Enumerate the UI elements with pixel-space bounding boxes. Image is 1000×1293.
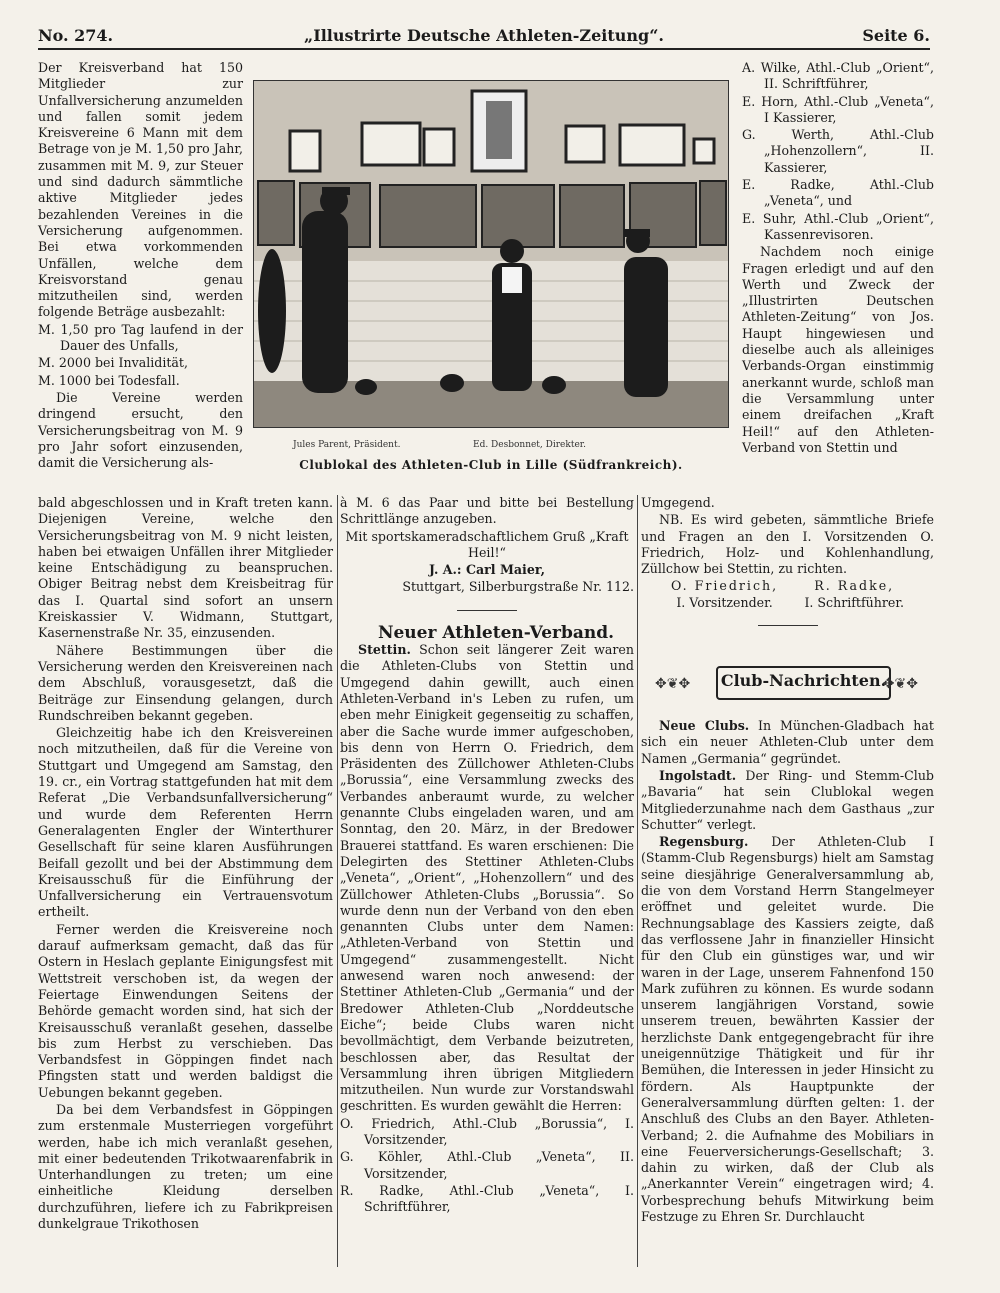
ornament-left-icon: ✥❦✥ [655, 676, 691, 693]
photo-name-left: Jules Parent, Präsident. [293, 440, 401, 450]
middle-column [340, 495, 634, 1216]
officer-entry: E. Horn, Athl.-Club „Veneta“, I Kassierer, [742, 93, 934, 125]
lower-left-column [38, 495, 333, 1233]
signature-right [804, 578, 904, 611]
column-rule [637, 495, 638, 1267]
paragraph-lead: Regensburg. [659, 834, 749, 850]
right-column [742, 60, 934, 457]
paragraph-lead: Ingolstadt. [659, 767, 737, 783]
section-heading: Club-Nachrichten. [720, 671, 887, 691]
divider [457, 610, 517, 611]
paragraph: NB. Es wird gebeten, sämmtliche Briefe und Fragen an den I. Vorsitzenden O. Friedrich, Holz- und Kohlenhandlung, Züllchow bei Stettin, zu richten. [641, 512, 934, 577]
clubroom-photo [253, 80, 729, 428]
lower-right-column [641, 495, 934, 1226]
paragraph: Der Ring- und Stemm-Club „Bavaria“ hat sein Clublokal wegen Mitgliederzunahme nach dem Gasthaus „zur Schutter“ verlegt. [641, 767, 934, 832]
paragraph-lead: Neue Clubs. [659, 718, 750, 734]
left-column [38, 60, 243, 472]
paragraph-lead: Stettin. [358, 642, 411, 658]
paragraph: M. 1,50 pro Tag laufend in der Dauer des Unfalls, [38, 321, 243, 354]
officer-entry: R. Radke, Athl.-Club „Veneta“, I. Schriftführer, [340, 1182, 634, 1215]
paragraph: Nähere Bestimmungen über die Versicherung werden den Kreisvereinen nach dem Abschluß, vorausgesetzt, daß die Beiträge zur Einsendung gelangen, durch Rundschreiben bekannt gegeben. [38, 642, 333, 723]
issue-number: No. 274. [38, 26, 114, 45]
photo-name-right: Ed. Desbonnet, Direkter. [473, 440, 586, 450]
greeting: Mit sportskameradschaftlichem Gruß „Kraft Heil!“ [345, 528, 629, 560]
officer-entry: E. Suhr, Athl.-Club „Orient“, Kassenrevisoren. [742, 210, 934, 242]
signature-block [641, 578, 934, 611]
signature-role: I. Schriftführer. [804, 594, 904, 610]
officer-entry: E. Radke, Athl.-Club „Veneta“, und [742, 177, 934, 209]
paragraph: Gleichzeitig habe ich den Kreisvereinen noch mitzutheilen, daß für die Vereine von Stuttgart und Umgegend am Samstag, den 19. cr., ein Vortrag stattgefunden hat mit dem Referat „Die Verbandsunfallversicherung“ und wurde dem Referenten Herrn Generalagenten Engler der Winterthurer Gesellschaft für seine klaren Ausführungen Beifall gezollt und bei der Abstimmung dem Kreisausschuß für die Einführung der Unfallversicherung ein Vertrauensvotum ertheilt. [38, 725, 333, 920]
officer-entry: G. Köhler, Athl.-Club „Veneta“, II. Vorsitzender, [340, 1149, 634, 1181]
divider [758, 625, 818, 626]
signature-address: Stuttgart, Silberburgstraße Nr. 112. [402, 579, 634, 595]
signature-name: J. A.: Carl Maier, [429, 562, 545, 578]
officer-entry: G. Werth, Athl.-Club „Hohenzollern“, II. Kassierer, [742, 127, 934, 175]
signature-left [671, 578, 778, 611]
paragraph: Der Kreisverband hat 150 Mitglieder zur Unfallversicherung anzumelden und fallen somit jedem Kreisvereine 6 Mann mit dem Betrage von je M. 1,50 pro Jahr, zusammen mit M. 9, zur Steuer und sind dadurch sämmtliche aktive Mitglieder jedes bezahlenden Vereines in die Versicherung aufgenommen. Bei etwa vorkommenden Unfällen, welche dem Kreisvorstand genau mitzutheilen sind, werden folgende Beträge ausbezahlt: [38, 60, 243, 320]
paragraph: Da bei dem Verbandsfest in Göppingen zum erstenmale Musterriegen vorgeführt werden, habe ich mich veranlaßt gesehen, mit einer bedeutenden Trikotwaarenfabrik in Unterhandlungen zu treten; um eine einheitliche Kleidung derselben durchzuführen, liefere ich zu Fabrikpreisen dunkelgraue Trikothosen [38, 1101, 333, 1232]
club-news-heading-box [641, 664, 934, 704]
page-number: Seite 6. [862, 26, 930, 45]
photo-caption: Clublokal des Athleten-Club in Lille (Südfrankreich). [299, 458, 683, 472]
signature-name: R. Radke, [814, 578, 895, 594]
officer-entry: A. Wilke, Athl.-Club „Orient“, II. Schriftführer, [742, 60, 934, 92]
paragraph: Ferner werden die Kreisvereine noch darauf aufmerksam gemacht, daß das für Ostern in Heslach geplante Einigungsfest mit Wettstreit verschoben ist, da wegen der Feiertage Einwendungen Seitens der Behörde gemacht worden sind, hat sich der Kreisausschuß veranlaßt gesehen, dasselbe bis zum Herbst zu verschieben. Das Verbandsfest in Göppingen findet nach Pfingsten statt und werden baldigst die Uebungen bekannt gegeben. [38, 921, 333, 1100]
page-header [38, 24, 930, 50]
paragraph: Schon seit längerer Zeit waren die Athleten-Clubs von Stettin und Umgegend dahin gewillt, auch einen Athleten-Verband in's Leben zu rufen, um eben mehr Einigkeit gegenseitig zu schaffen, aber die Sache wurde immer aufgeschoben, bis denn von Herrn O. Friedrich, dem Präsidenten des Züllchower Athleten-Clubs „Borussia“, eine Versammlung zwecks des Verbandes anberaumt wurde, zu welcher genannte Clubs eingeladen waren, und am Sonntag, den 20. März, in der Bredower Brauerei stattfand. Es waren erschienen: Die Delegirten des Stettiner Athleten-Clubs „Veneta“, „Orient“, „Hohenzollern“ und des Züllchower Athleten-Clubs „Borussia“. So wurde denn nun der Verband von den eben genannten Clubs unter dem Namen: „Athleten-Verband von Stettin und Umgegend“ zusammengestellt. Nicht anwesend waren noch anwesend: der Stettiner Athleten-Club „Germania“ und der Bredower Athleten-Club „Norddeutsche Eiche“; beide Clubs waren nicht bevollmächtigt, dem Verbande beizutreten, beschlossen aber, das Resultat der Versammlung ihren übrigen Mitgliedern mitzutheilen. Nun wurde zur Vorstandswahl geschritten. Es wurden gewählt die Herren: [340, 642, 634, 1114]
column-rule [337, 495, 338, 1267]
paragraph: Umgegend. [641, 495, 715, 510]
paragraph: M. 1000 bei Todesfall. [38, 372, 180, 388]
paragraph: In München-Gladbach hat sich ein neuer Athleten-Club unter dem Namen „Germania“ gegründet. [641, 718, 934, 766]
paragraph: bald abgeschlossen und in Kraft treten kann. Diejenigen Vereine, welche den Versicherungsbeitrag von M. 9 nicht leisten, haben bei etwaigen Unfällen ihrer Mitglieder keine Entschädigung zu beanspruchen. Obiger Beitrag nebst dem Kreisbeitrag für das I. Quartal sind sofort an unsern Kreiskassier V. Widmann, Stuttgart, Kasernenstraße Nr. 35, einzusenden. [38, 495, 333, 641]
ornament-right-icon: ✥❦✥ [882, 676, 918, 693]
paragraph: M. 2000 bei Invalidität, [38, 355, 188, 371]
paragraph: à M. 6 das Paar und bitte bei Bestellung Schrittlänge anzugeben. [340, 495, 634, 527]
newspaper-title: „Illustrirte Deutsche Athleten-Zeitung“. [304, 26, 664, 45]
signature-name: O. Friedrich, [671, 578, 779, 594]
signature-role: I. Vorsitzender. [676, 594, 773, 610]
photo-names [253, 440, 729, 454]
section-heading: Neuer Athleten-Verband. [377, 622, 615, 643]
paragraph: Der Athleten-Club I (Stamm-Club Regensburgs) hielt am Samstag seine diesjährige Generalversammlung ab, die von dem Vorstand Herrn Stangelmeyer eröffnet und geleitet wurde. Die Rechnungsablage des Kassiers zeigte, daß das verflossene Jahr in finanzieller Hinsicht für den Club ein günstiges war, und wir waren in der Lage, unserem Fahnenfond 150 Mark zuführen zu können. Es wurde sodann unserem langjährigen Vorstand, sowie unserem treuen, bewährten Kassier der herzlichste Dank entgegengebracht für ihre uneigennützige Thätigkeit und für ihr Bemühen, die Interessen in jeder Hinsicht zu fördern. Als Hauptpunkte der Generalversammlung dürften gelten: 1. der Anschluß des Clubs an den Bayer. Athleten-Verband; 2. die Aufnahme des Mobiliars in eine Feuerversicherungs-Gesellschaft; 3. dahin zu wirken, daß der Club als „Anerkannter Verein“ eingetragen wird; 4. Vorbesprechung behufs Mitwirkung beim Festzuge zu Ehren Sr. Durchlaucht [641, 834, 934, 1224]
paragraph: Die Vereine werden dringend ersucht, den Versicherungsbeitrag von M. 9 pro Jahr sofort einzusenden, damit die Versicherung als- [38, 389, 243, 471]
paragraph: Nachdem noch einige Fragen erledigt und auf den Werth und Zweck der „Illustrirten Deutschen Athleten-Zeitung“ von Jos. Haupt hingewiesen und dieselbe auch als alleiniges Verbands-Organ einstimmig anerkannt wurde, schloß man die Versammlung unter einem dreifachen „Kraft Heil!“ auf den Athleten-Verband von Stettin und [742, 244, 934, 455]
officer-entry: O. Friedrich, Athl.-Club „Borussia“, I. Vorsitzender, [340, 1115, 634, 1147]
